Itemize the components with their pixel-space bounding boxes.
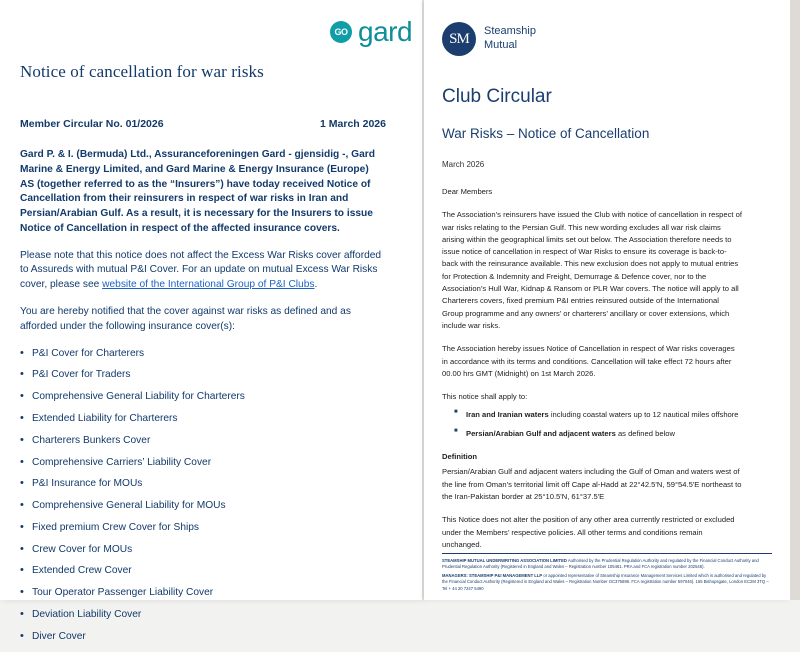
steamship-logo-text <box>484 25 536 53</box>
steamship-body <box>442 186 742 562</box>
salutation: Dear Members <box>442 187 493 196</box>
footer-line-2 <box>442 573 772 592</box>
footer-line-2-rest: or appointed representative of Steamship Insurance Management Services Limited which is authorised and regulated by the Financial Conduct Authority (Registered in England and Wales – Registration Number OC375698. FCA registration number 597046). 155 Bishopsgate, London EC2M 3TQ – Tel + 44 20 7247 5490 <box>442 573 769 591</box>
steamship-circular-document <box>424 0 790 600</box>
steamship-paragraph-2: The Association hereby issues Notice of Cancellation in respect of War risks coverages in accordance with its terms and conditions. Cancellation will take effect 72 hours after 00.00 hrs GMT (Midnight) on 1st March 2026. <box>442 344 735 378</box>
applies-to-0-rest: including coastal waters up to 12 nautical miles offshore <box>548 410 739 420</box>
list-item: • P&I Cover for Charterers <box>20 347 382 362</box>
applies-to-list <box>442 409 742 440</box>
definition-heading: Definition <box>442 452 478 462</box>
steamship-footer <box>442 553 772 592</box>
gard-body <box>20 148 382 652</box>
footer-line-1 <box>442 558 772 571</box>
gard-logo-wordmark: gard <box>358 16 413 47</box>
steamship-logo-line1: Steamship <box>484 25 536 38</box>
gard-logo <box>330 18 412 46</box>
list-item: • Deviation Liability Cover <box>20 608 382 623</box>
club-circular-subtitle: War Risks – Notice of Cancellation <box>442 126 650 141</box>
list-item: • Comprehensive Carriers’ Liability Cover <box>20 456 382 471</box>
steamship-logo-line2: Mutual <box>484 39 518 51</box>
international-group-link[interactable]: website of the International Group of P&I Clubs <box>102 279 315 291</box>
footer-line-2-bold: MANAGERS: STEAMSHIP P&I MANAGEMENT LLP <box>442 573 543 579</box>
footer-line-1-rest: Authorised by the Prudential Regulation Authority and regulated by the Financial Conduct Authority and Prudential Regulation Authority (Registered in England and Wales – Registration number 105461. PRA and FCA registration number 202548). <box>442 557 759 569</box>
page-title: Notice of cancellation for war risks <box>20 62 264 81</box>
circular-date: 1 March 2026 <box>320 118 386 130</box>
applies-to-1-bold: Persian/Arabian Gulf and adjacent waters <box>466 428 616 438</box>
gard-logo-mark: GO <box>330 21 352 43</box>
gard-paragraph-2 <box>20 249 382 293</box>
list-item: • Charterers Bunkers Cover <box>20 434 382 449</box>
insurance-cover-list <box>20 347 382 645</box>
gard-paragraph-1: Gard P. & I. (Bermuda) Ltd., Assuranceforeningen Gard - gjensidig -, Gard Marine & Energy Limited, and Gard Marine & Energy Insurance (Europe) AS (together referred to as the “Insurers”) have today received Notice of Cancellation from their reinsurers in respect of war risks in Iran and Persian/Arabian Gulf. As a result, it is necessary for the Insurers to issue Notice of Cancellation in respect of the affected insurance covers. <box>20 149 375 234</box>
circular-meta <box>20 118 386 130</box>
steamship-closing: This Notice does not alter the position of any other area currently restricted or excluded under the Members’ respective policies. All other terms and conditions remain unchanged. <box>442 515 735 549</box>
list-item: • Crew Cover for MOUs <box>20 543 382 558</box>
list-item: • Fixed premium Crew Cover for Ships <box>20 521 382 536</box>
list-item: • P&I Cover for Traders <box>20 368 382 383</box>
applies-to-0-bold: Iran and Iranian waters <box>466 410 549 420</box>
steamship-logo <box>442 22 536 56</box>
gard-paragraph-3: You are hereby notified that the cover against war risks as defined and as afforded under the following insurance cover(s): <box>20 306 351 332</box>
definition-text: Persian/Arabian Gulf and adjacent waters including the Gulf of Oman and waters west of the line from Oman’s territorial limit off Cape al-Hadd at 22°42.5'N, 59°54.5'E northeast to the Iran-Pakistan border at 25°10.5'N, 61°37.5'E <box>442 467 742 501</box>
applies-to-1-rest: as defined below <box>615 428 675 438</box>
footer-line-1-bold: STEAMSHIP MUTUAL UNDERWRITING ASSOCIATION LIMITED <box>442 557 567 563</box>
steamship-paragraph-1: The Association’s reinsurers have issued the Club with notice of cancellation in respect of war risks relating to the Persian Gulf. This new wording excludes all war risk claims arising within the geographical limits set out below. The Association therefore needs to issue notice of cancellation in respect of War Risks to ensure its coverage is back-to-back with the reinsurance available. This new exclusion does not apply to mutual entries for Protection & Indemnity and Freight, Demurrage & Defence cover, nor to the Association’s Hull War, Kidnap & Ransom or PLR War covers. The notice will apply to all Charterers covers, fixed premium P&I entries reinsured outside of the International Group programme and any owners’ or charterers’ ancillary or cover extensions, which include war risks. <box>442 210 742 330</box>
list-item: • Extended Liability for Charterers <box>20 412 382 427</box>
list-item: • Tour Operator Passenger Liability Cover <box>20 586 382 601</box>
club-circular-date: March 2026 <box>442 160 485 169</box>
list-item: • Comprehensive General Liability for MOUs <box>20 499 382 514</box>
list-item <box>466 409 742 421</box>
steamship-paragraph-3: This notice shall apply to: <box>442 392 528 402</box>
gard-paragraph-2-post: . <box>314 279 318 291</box>
list-item: • Extended Crew Cover <box>20 564 382 579</box>
club-circular-title: Club Circular <box>442 86 552 107</box>
circular-number: Member Circular No. 01/2026 <box>20 118 164 130</box>
list-item: • Comprehensive General Liability for Charterers <box>20 390 382 405</box>
list-item: • Diver Cover <box>20 630 382 645</box>
steamship-logo-mark: SM <box>442 22 476 56</box>
list-item: • P&I Insurance for MOUs <box>20 477 382 492</box>
list-item <box>466 428 742 440</box>
page-edge-shadow <box>790 0 800 600</box>
gard-paragraph-2-pre: Please note that this notice does not affect the Excess War Risks cover afforded to Assureds with mutual P&I Cover. For an update on mutual Excess War Risks cover, please see <box>20 249 382 291</box>
